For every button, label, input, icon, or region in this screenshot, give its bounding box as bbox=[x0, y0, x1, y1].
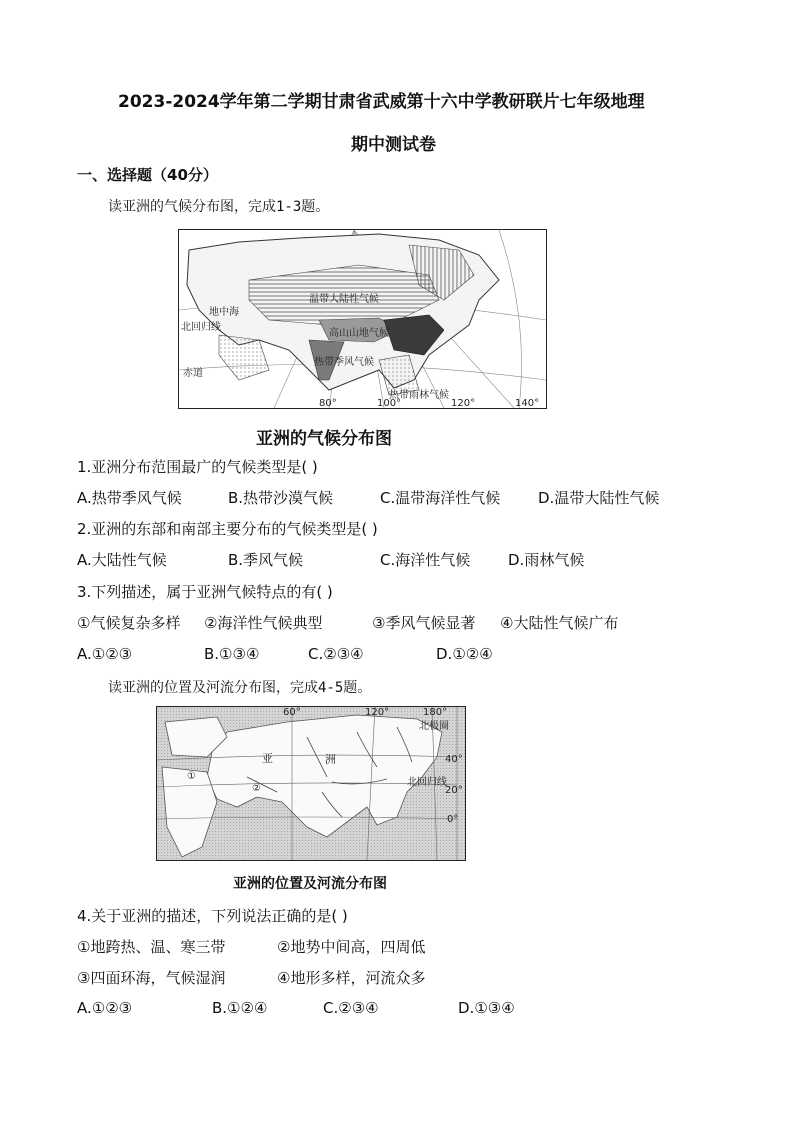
question-4: 4.关于亚洲的描述，下列说法正确的是( ) bbox=[77, 907, 348, 925]
map2-lon-120: 120° bbox=[365, 707, 390, 718]
map1-label-mediterranean: 地中海 bbox=[209, 307, 239, 318]
map2-intro: 读亚洲的位置及河流分布图，完成4-5题。 bbox=[108, 680, 372, 696]
map2-lon-60: 60° bbox=[283, 707, 301, 718]
q4-statement-2: ②地势中间高，四周低 bbox=[277, 938, 426, 956]
q4-statement-4: ④地形多样，河流众多 bbox=[277, 969, 426, 987]
q3-option-c: C.②③④ bbox=[308, 645, 364, 663]
question-3: 3.下列描述，属于亚洲气候特点的有( ) bbox=[77, 583, 333, 601]
q1-option-b: B.热带沙漠气候 bbox=[228, 489, 334, 507]
map2-label-asia-1: 亚 bbox=[262, 752, 273, 765]
q4-option-c: C.②③④ bbox=[323, 999, 379, 1017]
asia-position-river-map bbox=[156, 706, 466, 861]
q1-option-a: A.热带季风气候 bbox=[77, 489, 182, 507]
q2-option-a: A.大陆性气候 bbox=[77, 551, 167, 569]
q4-option-b: B.①②④ bbox=[212, 999, 268, 1017]
q1-option-d: D.温带大陆性气候 bbox=[538, 489, 660, 507]
q3-option-d: D.①②④ bbox=[436, 645, 493, 663]
map2-lat-20: 20° bbox=[445, 785, 463, 796]
q3-option-a: A.①②③ bbox=[77, 645, 133, 663]
q2-option-d: D.雨林气候 bbox=[508, 551, 585, 569]
map2-lat-0: 0° bbox=[447, 814, 459, 825]
page-title-line1: 2023-2024学年第二学期甘肃省武威第十六中学教研联片七年级地理 bbox=[118, 92, 645, 112]
page-title-line2: 期中测试卷 bbox=[351, 135, 436, 155]
map2-lon-180: 180° bbox=[423, 707, 448, 718]
question-1: 1.亚洲分布范围最广的气候类型是( ) bbox=[77, 458, 318, 476]
map2-mark-2: ② bbox=[252, 783, 261, 794]
q4-statement-3: ③四面环海，气候湿润 bbox=[77, 969, 226, 987]
map1-label-monsoon: 热带季风气候 bbox=[314, 357, 374, 368]
map1-lon-100: 100° bbox=[377, 398, 402, 408]
q4-option-a: A.①②③ bbox=[77, 999, 133, 1017]
map1-label-equator: 赤道 bbox=[183, 368, 203, 379]
q1-option-c: C.温带海洋性气候 bbox=[380, 489, 501, 507]
map1-intro: 读亚洲的气候分布图，完成1-3题。 bbox=[108, 199, 330, 215]
question-2: 2.亚洲的东部和南部主要分布的气候类型是( ) bbox=[77, 520, 378, 538]
q3-option-b: B.①③④ bbox=[204, 645, 260, 663]
map2-label-arctic: 北极圈 bbox=[419, 721, 449, 732]
map1-label-plateau: 高山山地气候 bbox=[329, 328, 389, 339]
q4-option-d: D.①③④ bbox=[458, 999, 515, 1017]
map1-caption: 亚洲的气候分布图 bbox=[256, 429, 392, 449]
q3-statement-1: ①气候复杂多样 bbox=[77, 614, 181, 632]
asia-climate-map bbox=[178, 229, 547, 409]
section-heading: 一、选择题（40分） bbox=[77, 166, 218, 184]
map1-label-north-tropic: 北回归线 bbox=[181, 322, 221, 333]
q3-statement-3: ③季风气候显著 bbox=[372, 614, 476, 632]
map2-label-north-tropic: 北回归线 bbox=[407, 777, 447, 788]
map1-lon-120: 120° bbox=[451, 398, 476, 408]
map1-lon-140: 140° bbox=[515, 398, 540, 408]
map2-mark-1: ① bbox=[187, 771, 196, 782]
map2-label-asia-2: 洲 bbox=[325, 753, 336, 766]
q3-statement-4: ④大陆性气候广布 bbox=[500, 614, 619, 632]
map2-caption: 亚洲的位置及河流分布图 bbox=[233, 876, 387, 892]
q3-statement-2: ②海洋性气候典型 bbox=[204, 614, 323, 632]
map1-label-rainforest: 热带雨林气候 bbox=[389, 390, 449, 401]
q2-option-c: C.海洋性气候 bbox=[380, 551, 471, 569]
map1-lon-80: 80° bbox=[319, 398, 337, 408]
q4-statement-1: ①地跨热、温、寒三带 bbox=[77, 938, 226, 956]
map1-label-temperate: 温带大陆性气候 bbox=[309, 294, 379, 305]
map2-lat-40: 40° bbox=[445, 754, 463, 765]
q2-option-b: B.季风气候 bbox=[228, 551, 304, 569]
